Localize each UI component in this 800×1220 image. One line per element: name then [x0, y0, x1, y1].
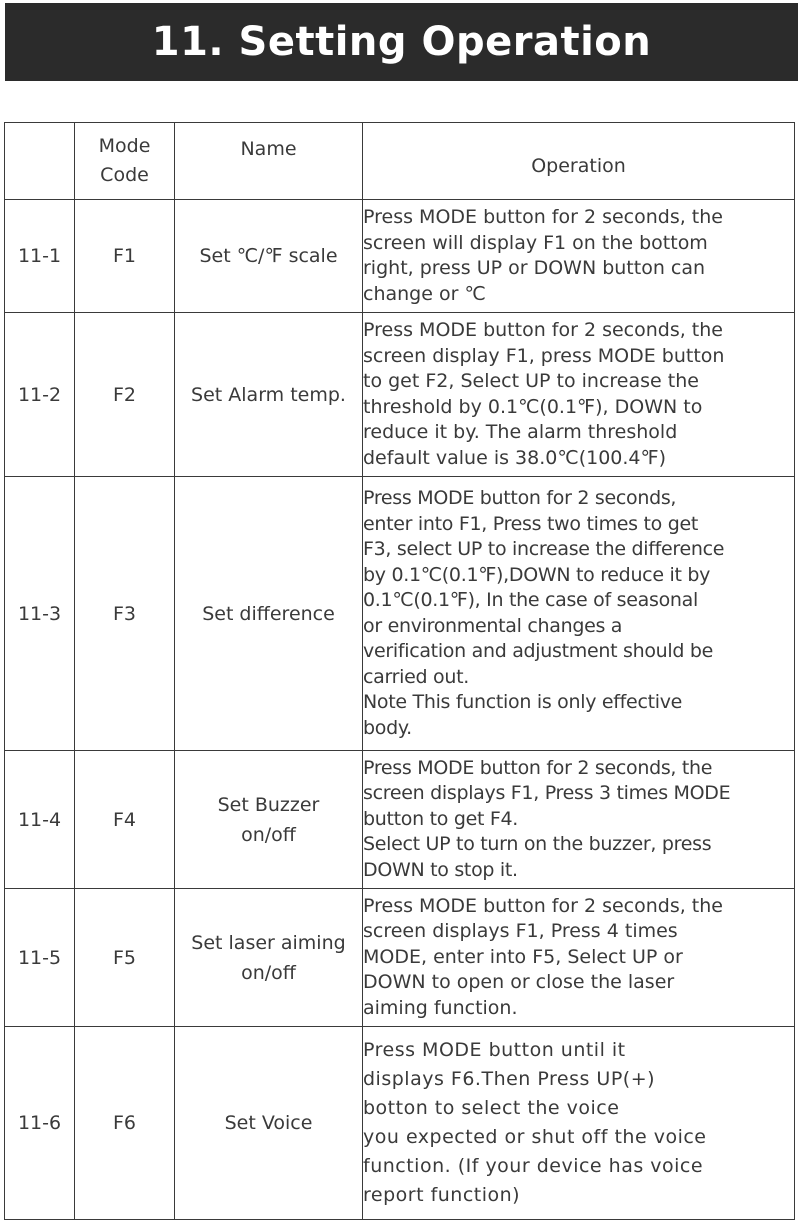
table-row	[5, 477, 795, 751]
row-code: F4	[75, 751, 175, 889]
header-mode-code: Mode Code	[75, 123, 175, 200]
row-code: F6	[75, 1027, 175, 1220]
row-operation: Press MODE button for 2 seconds, the screen display F1, press MODE button to get F2, Select UP to increase the threshold by 0.1℃(0.1℉), DOWN to reduce it by. The alarm threshold default value is 38.0℃(100.4℉)	[363, 313, 795, 477]
table-row	[5, 200, 795, 313]
row-id: 11-5	[5, 889, 75, 1027]
table-row	[5, 313, 795, 477]
table-header-row	[5, 123, 795, 200]
row-code: F1	[75, 200, 175, 313]
row-name: Set laser aiming on/off	[175, 889, 363, 1027]
row-code: F3	[75, 477, 175, 751]
row-code: F2	[75, 313, 175, 477]
row-operation: Press MODE button for 2 seconds, the screen displays F1, Press 4 times MODE, enter into F5, Select UP or DOWN to open or close the laser aiming function.	[363, 889, 795, 1027]
row-id: 11-2	[5, 313, 75, 477]
row-id: 11-3	[5, 477, 75, 751]
row-name: Set Alarm temp.	[175, 313, 363, 477]
row-id: 11-6	[5, 1027, 75, 1220]
row-name: Set Voice	[175, 1027, 363, 1220]
page-title: 11. Setting Operation	[151, 19, 652, 65]
header-name: Name	[175, 123, 363, 200]
table-row	[5, 889, 795, 1027]
row-operation: Press MODE button for 2 seconds, the screen will display F1 on the bottom right, press UP or DOWN button can change or ℃	[363, 200, 795, 313]
row-id: 11-1	[5, 200, 75, 313]
row-operation: Press MODE button for 2 seconds, enter into F1, Press two times to get F3, select UP to increase the difference by 0.1℃(0.1℉),DOWN to reduce it by 0.1℃(0.1℉), In the case of seasonal or environmental changes a verification and adjustment should be carried out. Note This function is only effective body.	[363, 477, 795, 751]
row-id: 11-4	[5, 751, 75, 889]
row-code: F5	[75, 889, 175, 1027]
title-banner	[5, 3, 798, 81]
row-name: Set ℃/℉ scale	[175, 200, 363, 313]
row-operation: Press MODE button until it displays F6.Then Press UP(+) botton to select the voice you expected or shut off the voice function. (If your device has voice report function)	[363, 1027, 795, 1220]
header-index	[5, 123, 75, 200]
row-name: Set difference	[175, 477, 363, 751]
header-operation: Operation	[363, 123, 795, 200]
table-row	[5, 751, 795, 889]
settings-table	[4, 122, 795, 1220]
row-name: Set Buzzer on/off	[175, 751, 363, 889]
table-row	[5, 1027, 795, 1220]
row-operation: Press MODE button for 2 seconds, the screen displays F1, Press 3 times MODE button to get F4. Select UP to turn on the buzzer, press DOWN to stop it.	[363, 751, 795, 889]
